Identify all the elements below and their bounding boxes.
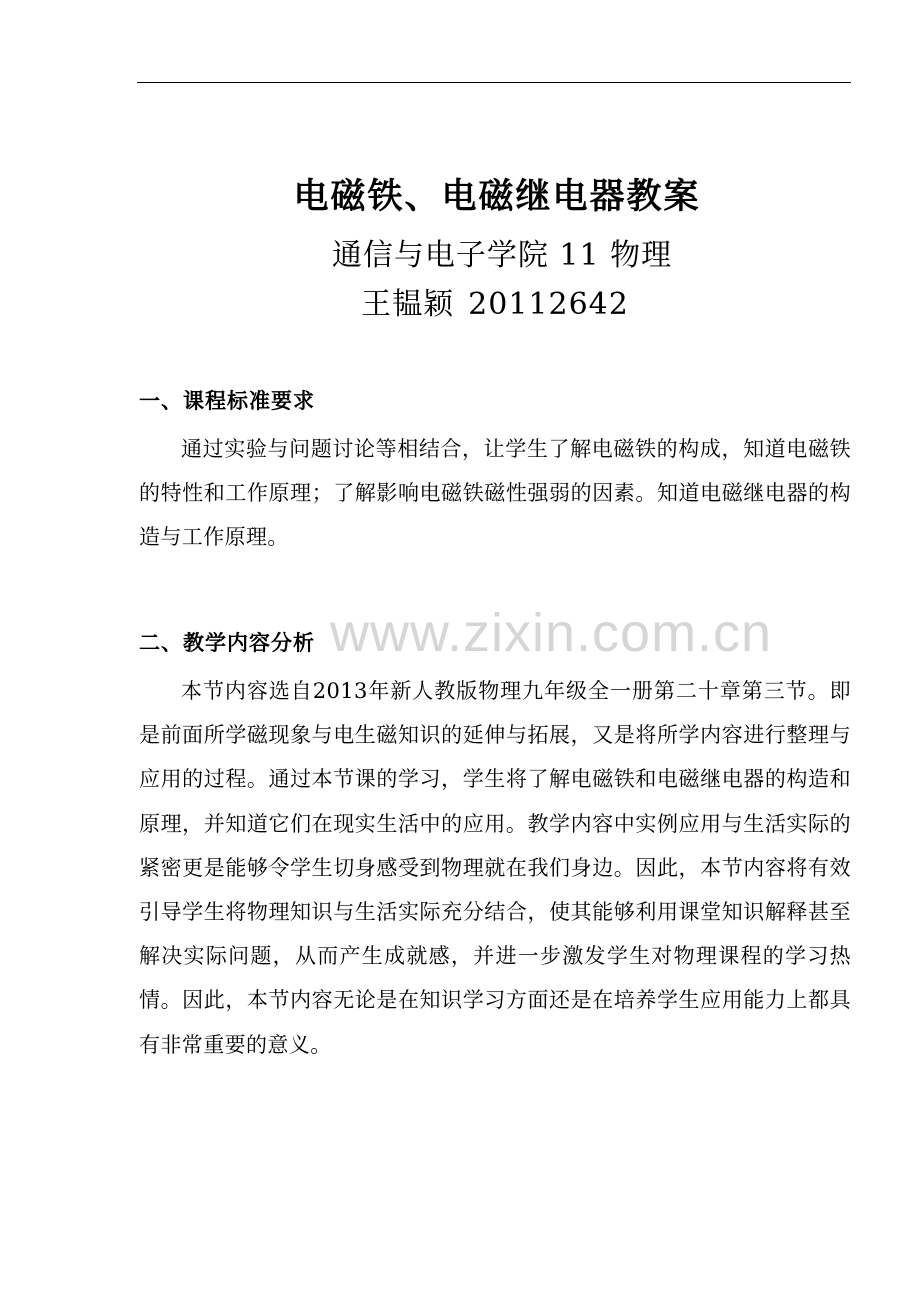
header-rule	[137, 82, 851, 83]
document-title: 电磁铁、电磁继电器教案	[293, 176, 701, 217]
watermark: www.zixin.com.cn	[330, 603, 773, 663]
section-heading-content-analysis: 二、教学内容分析	[139, 630, 315, 655]
author-name: 王韫颖	[361, 287, 455, 322]
student-id: 20112642	[468, 287, 629, 322]
section-body-content-analysis: 本节内容选自2013年新人教版物理九年级全一册第二十章第三节。即是前面所学磁现象与电生磁知识的延伸与拓展，又是将所学内容进行整理与应用的过程。通过本节课的学习，学生将了解电磁铁和电磁继电器的构造和原理，并知道它们在现实生活中的应用。教学内容中实例应用与生活实际的紧密更是能够令学生切身感受到物理就在我们身边。因此，本节内容将有效引导学生将物理知识与生活实际充分结合，使其能够利用课堂知识解释甚至解决实际问题，从而产生成就感，并进一步激发学生对物理课程的学习热情。因此，本节内容无论是在知识学习方面还是在培养学生应用能力上都具有非常重要的意义。	[139, 679, 851, 1057]
author-line	[0, 282, 920, 328]
section-body-standards: 通过实验与问题讨论等相结合，让学生了解电磁铁的构成，知道电磁铁的特性和工作原理；了解影响电磁铁磁性强弱的因素。知道电磁继电器的构造与工作原理。	[139, 437, 851, 550]
document-subtitle: 通信与电子学院 11 物理	[331, 238, 673, 273]
section-heading-standards: 一、课程标准要求	[139, 388, 315, 413]
